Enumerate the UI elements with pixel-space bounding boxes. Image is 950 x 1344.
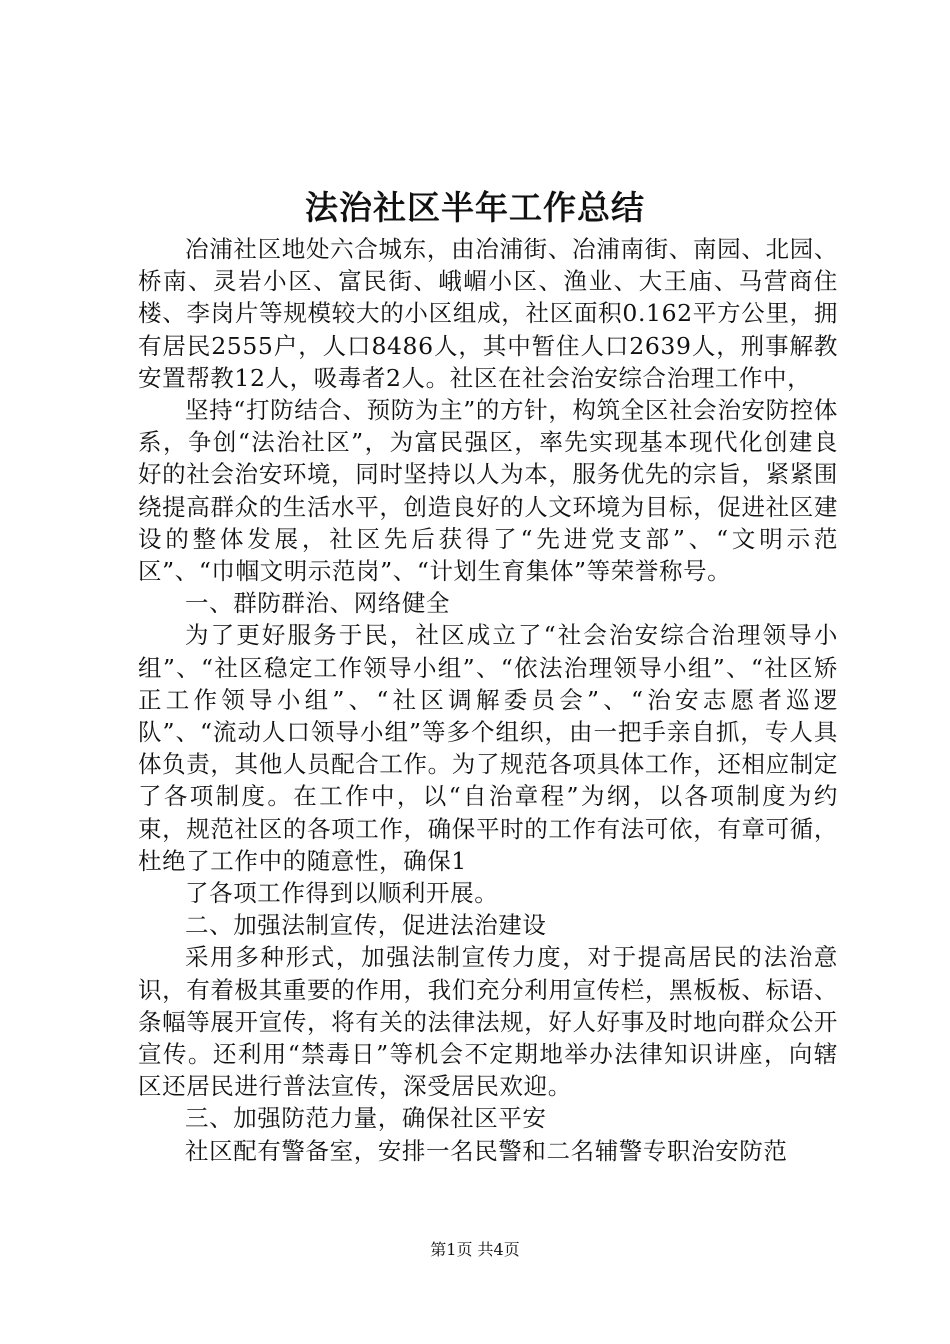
paragraph-police-office: 社区配有警备室，安排一名民警和二名辅警专职治安防范 (185, 1136, 788, 1165)
paragraph-organizations: 为了更好服务于民，社区成立了“社会治安综合治理领导小组”、“社区稳定工作领导小组”、“依法治理领导小组”、“社区矫正工作领导小组”、“社区调解委员会”、“治安志愿者巡逻队”、“流动人口领导小组”等多个组织，由一把手亲自抓，专人具体负责，其他人员配合工作。为了规范各项具体工作，还相应制定了各项制度。在工作中，以“自治章程”为纲，以各项制度为约束，规范社区的各项工作，确保平时的工作有法可依，有章可循，杜绝了工作中的随意性，确保1 (138, 621, 838, 875)
paragraph-continuation: 了各项工作得到以顺利开展。 (185, 879, 499, 908)
page-number-footer: 第1页 共4页 (430, 1240, 520, 1259)
section-heading-3: 三、加强防范力量，确保社区平安 (185, 1104, 547, 1133)
paragraph-community-overview: 冶浦社区地处六合城东，由冶浦街、冶浦南街、南园、北园、桥南、灵岩小区、富民街、峨嵋小区、渔业、大王庙、马营商住楼、李岗片等规模较大的小区组成，社区面积0.162平方公里，拥有居民2555户，人口8486人，其中暂住人口2639人，刑事解教安置帮教12人，吸毒者2人。社区在社会治安综合治理工作中， (138, 235, 838, 392)
section-heading-2: 二、加强法制宣传，促进法治建设 (185, 911, 547, 940)
section-heading-1: 一、群防群治、网络健全 (185, 589, 451, 618)
document-title: 法治社区半年工作总结 (305, 188, 645, 227)
paragraph-legal-publicity: 采用多种形式，加强法制宣传力度，对于提高居民的法治意识，有着极其重要的作用，我们充分利用宣传栏，黑板板、标语、条幅等展开宣传，将有关的法律法规，好人好事及时地向群众公开宣传。还利用“禁毒日”等机会不定期地举办法律知识讲座，向辖区还居民进行普法宣传，深受居民欢迎。 (138, 943, 838, 1101)
paragraph-guiding-principles: 坚持“打防结合、预防为主”的方针，构筑全区社会治安防控体系，争创“法治社区”，为富民强区，率先实现基本现代化创建良好的社会治安环境，同时坚持以人为本，服务优先的宗旨，紧紧围绕提高群众的生活水平，创造良好的人文环境为目标，促进社区建设的整体发展，社区先后获得了“先进党支部”、“文明示范区”、“巾帼文明示范岗”、“计划生育集体”等荣誉称号。 (138, 396, 838, 586)
document-body (138, 233, 838, 1167)
